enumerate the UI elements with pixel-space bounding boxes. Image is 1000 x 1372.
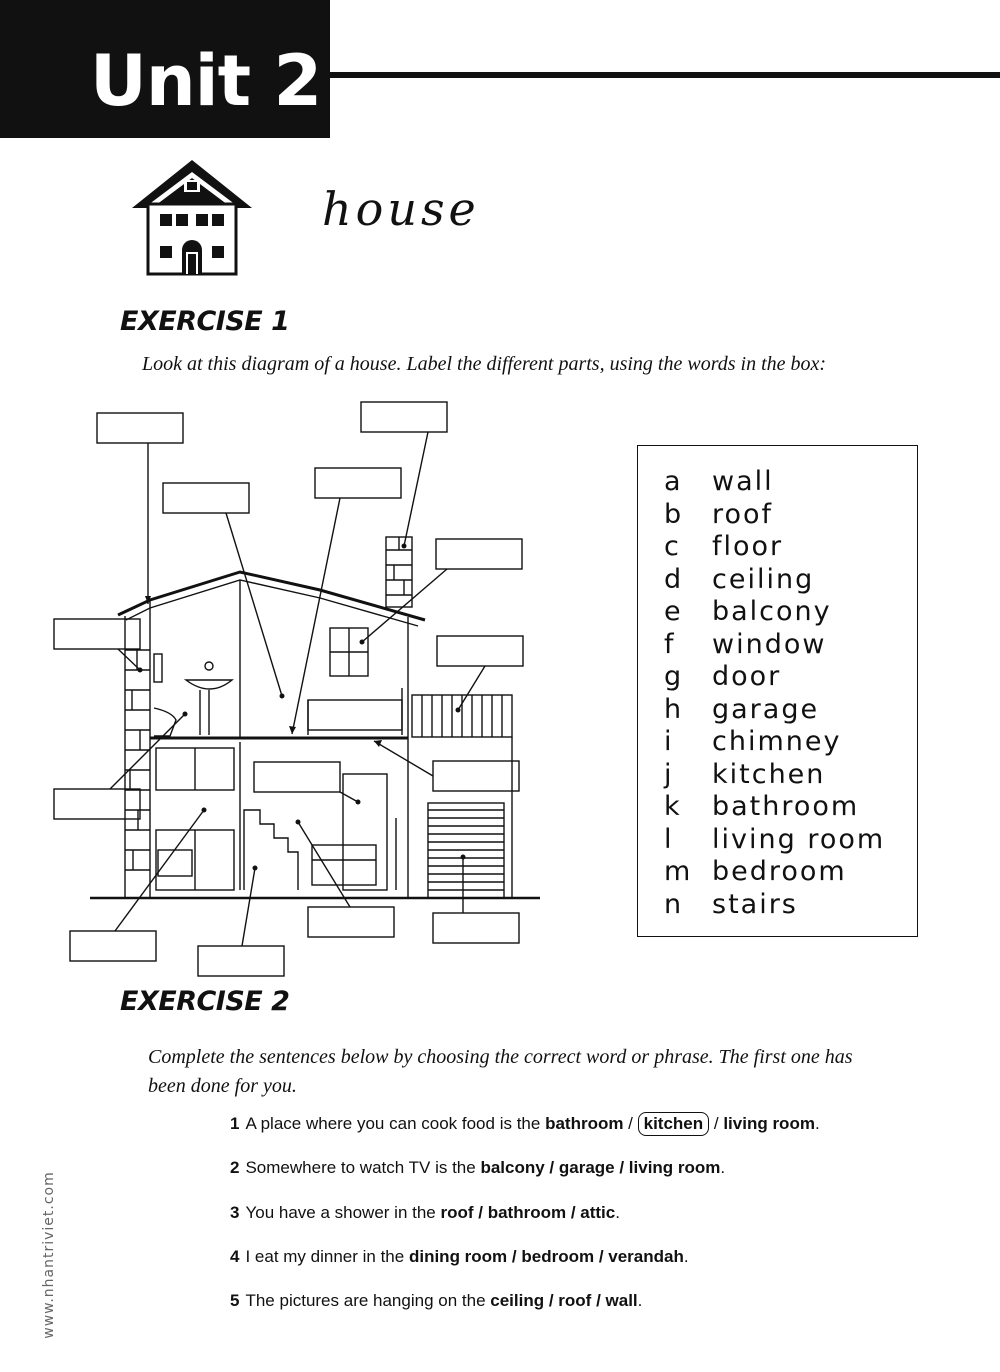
- label-box: [436, 539, 522, 569]
- word-box-item: k bathroom: [664, 791, 860, 822]
- word-box-item: c floor: [664, 531, 784, 562]
- sentence-5: 5 The pictures are hanging on the ceiling / roof / wall.: [230, 1291, 643, 1310]
- circled-answer: kitchen: [638, 1112, 710, 1136]
- word-box-item: e balcony: [664, 596, 832, 627]
- label-box: [315, 468, 401, 498]
- word-box-item: m bedroom: [664, 856, 847, 887]
- sentence-4: 4 I eat my dinner in the dining room / bedroom / verandah.: [230, 1247, 689, 1266]
- sentence-3: 3 You have a shower in the roof / bathroom / attic.: [230, 1203, 620, 1222]
- word-box-item: a wall: [664, 466, 774, 497]
- watermark: www.nhantriviet.com: [41, 1171, 57, 1339]
- word-box-item: d ceiling: [664, 564, 815, 595]
- word-box-item: h garage: [664, 694, 820, 725]
- label-box: [433, 913, 519, 943]
- label-box: [308, 907, 394, 937]
- house-diagram: [0, 390, 630, 980]
- label-box: [361, 402, 447, 432]
- label-box: [54, 619, 140, 649]
- label-box: [70, 931, 156, 961]
- house-icon: [130, 158, 254, 276]
- unit-title: Unit 2: [90, 40, 322, 122]
- label-box: [163, 483, 249, 513]
- word-box-item: j kitchen: [664, 759, 826, 790]
- label-box: [437, 636, 523, 666]
- word-box-item: l living room: [664, 824, 886, 855]
- exercise-1-heading: EXERCISE 1: [120, 306, 290, 337]
- label-box: [254, 762, 340, 792]
- word-box-item: n stairs: [664, 889, 798, 920]
- header-rule: [330, 72, 1000, 78]
- word-box: [637, 445, 918, 937]
- exercise-2-instructions-line-1: Complete the sentences below by choosing the correct word or phrase. The first one has: [148, 1046, 853, 1068]
- label-box: [198, 946, 284, 976]
- exercise-2-instructions-line-2: been done for you.: [148, 1075, 297, 1097]
- word-box-item: f window: [664, 629, 827, 660]
- sentence-2: 2 Somewhere to watch TV is the balcony / garage / living room.: [230, 1158, 726, 1177]
- topic-word: house: [322, 182, 480, 236]
- label-box: [97, 413, 183, 443]
- unit-header-block: [0, 0, 330, 138]
- word-box-item: b roof: [664, 499, 774, 530]
- exercise-2-heading: EXERCISE 2: [120, 986, 290, 1017]
- label-box: [433, 761, 519, 791]
- exercise-1-instructions: Look at this diagram of a house. Label the different parts, using the words in the box:: [142, 353, 827, 375]
- word-box-item: i chimney: [664, 726, 842, 757]
- label-box: [54, 789, 140, 819]
- word-box-item: g door: [664, 661, 782, 692]
- sentence-1: 1 A place where you can cook food is the bathroom / kitchen / living room.: [230, 1112, 820, 1136]
